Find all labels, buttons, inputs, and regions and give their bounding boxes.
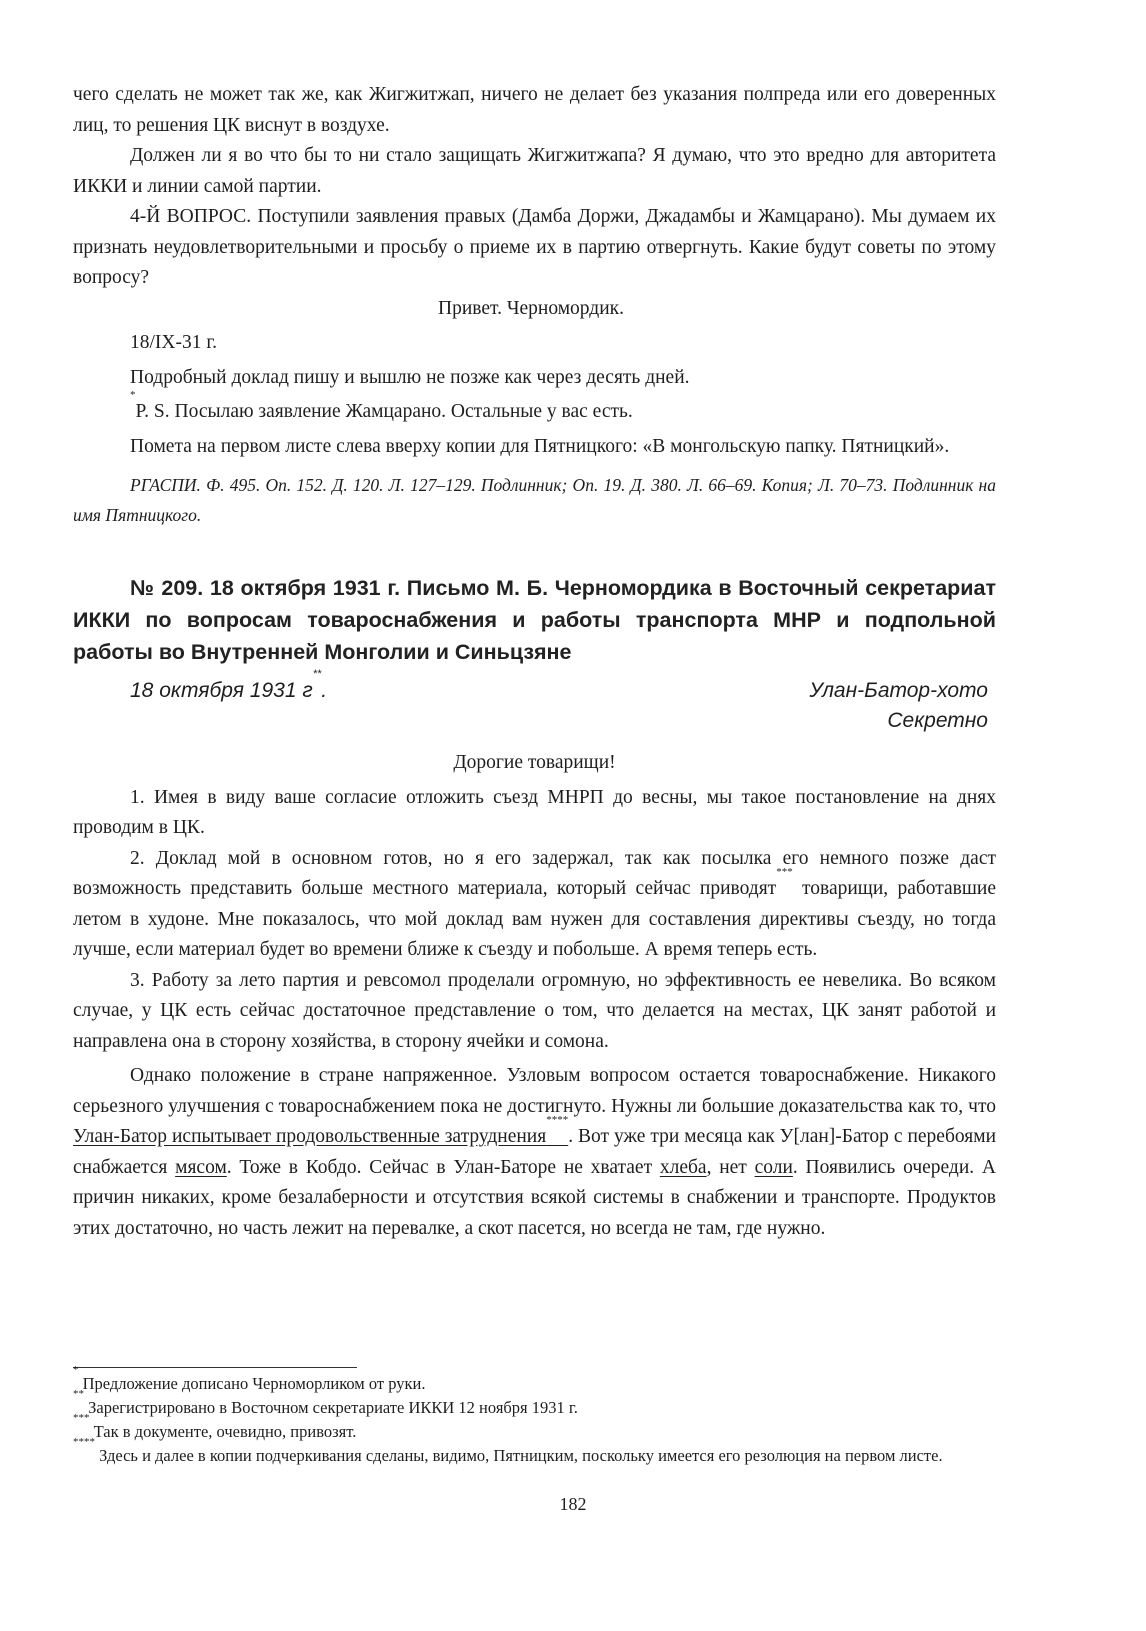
text: 2. Доклад мой в основном готов, но я его задержал, так как посылка его немного позже даст возможность представить больше местного материала, который сейчас приводят (73, 847, 996, 899)
text: . Появились очереди. А причин никаких, кроме безалаберности и отсутствия всякой системы в снабжении и транспорте. Продуктов этих достаточно, но часть лежит на перевалке, а скот пасется, но всегда не там, где нужно. (73, 1156, 996, 1239)
document-title: № 209. 18 октября 1931 г. Письмо М. Б. Черномордика в Восточный секретариат ИККИ по вопросам товароснабжения и работы транспорта МНР и подпольной работы во Внутренней Монголии и Синьцзяне (73, 576, 996, 664)
footnote (73, 1412, 993, 1444)
footnote-marker: * (73, 1364, 79, 1376)
footnote-text: Зарегистрировано в Восточном секретариате ИККИ 12 ноября 1931 г. (84, 1398, 578, 1417)
paragraph: Должен ли я во что бы то ни стало защищать Жигжитжапа? Я думаю, что это вредно для авторитета ИККИ и линии самой партии. (73, 145, 996, 197)
postscript-text: P. S. Посылаю заявление Жамцарано. Остальные у вас есть. (135, 401, 633, 422)
footnote-marker: **** (73, 1436, 95, 1448)
footnote-marker: **** (546, 1114, 569, 1126)
annotation: Помета на первом листе слева вверху копии для Пятницкого: «В монгольскую папку. Пятницкий». (130, 435, 950, 457)
paragraph (73, 1061, 996, 1244)
underlined-text: хлеба (659, 1156, 707, 1178)
paragraph: 1. Имея в виду ваше согласие отложить съезд МНРП до весны, мы такое постановление на днях проводим в ЦК. (73, 786, 996, 838)
paragraph: 4-Й ВОПРОС. Поступили заявления правых (Дамба Доржи, Джадамбы и Жамцарано). Мы думаем их признать неудовлетворительными и просьбу о приеме их в партию отвергнуть. Какие будут советы по этому вопросу? (73, 206, 996, 288)
footnote-text: Здесь и далее в копии подчеркивания сделаны, видимо, Пятницким, поскольку имеется его резолюция на первом листе. (95, 1446, 943, 1465)
footnote (73, 1388, 993, 1420)
classification-label: Секретно (887, 709, 988, 732)
underlined-text: соли (754, 1156, 793, 1178)
page-number: 182 (559, 1494, 587, 1514)
text: . Тоже в Кобдо. Сейчас в Улан-Баторе не хватает (226, 1156, 660, 1178)
footnote-marker: *** (776, 866, 793, 878)
footnote-marker: *** (73, 1412, 90, 1424)
document-date (130, 668, 328, 736)
archive-source: РГАСПИ. Ф. 495. Оп. 152. Д. 120. Л. 127–129. Подлинник; Оп. 19. Д. 380. Л. 66–69. Копия; Л. 70–73. Подлинник на имя Пятницкого. (73, 475, 996, 525)
underlined-text: мясом (175, 1156, 227, 1178)
document-meta (73, 668, 996, 736)
document-place-block (809, 676, 988, 736)
paragraph: Подробный доклад пишу и вышлю не позже как через десять дней. (130, 366, 690, 388)
paragraph: чего сделать не может так же, как Жигжитжап, ничего не делает без указания полпреда или его доверенных лиц, то решения ЦК виснут в воздухе. (73, 84, 996, 136)
footnote-marker: ** (312, 668, 322, 680)
footnote (73, 1436, 993, 1468)
postscript (73, 389, 996, 428)
footnotes (73, 1364, 993, 1468)
greeting: Дорогие товарищи! (453, 752, 616, 773)
text: . Вот уже три месяца как У[лан]-Батор с перебоями снабжается (73, 1126, 997, 1178)
paragraph: 3. Работу за лето партия и ревсомол проделали огромную, но эффективность ее невелика. Во всяком случае, у ЦК есть сейчас достаточное представление о том, что делается на местах, ЦК занят работой и направлена она в сторону хозяйства, в сторону ячейки и сомона. (73, 969, 996, 1052)
footnote-divider (73, 1367, 357, 1368)
text: товарищи, работавшие летом в худоне. Мне показалось, что мой доклад вам нужен для составления директивы съезду, но тогда лучше, если материал будет во времени ближе к съезду и побольше. А время теперь есть. (73, 878, 996, 960)
signature: Привет. Черномордик. (438, 297, 625, 319)
footnote-text: Так в документе, очевидно, привозят. (89, 1422, 357, 1441)
document-place: Улан-Батор-хото (809, 679, 988, 702)
footnote-text: Предложение дописано Черноморликом от руки. (78, 1374, 426, 1393)
paragraph (73, 844, 996, 966)
underlined-text: Улан-Батор испытывает продовольственные затруднения (73, 1126, 547, 1147)
text: , нет (706, 1156, 755, 1178)
footnote (73, 1364, 993, 1396)
document-date-text: 18 октября 1931 г (130, 679, 313, 702)
page-body (73, 80, 996, 1244)
footnote-marker: ** (73, 1388, 84, 1400)
letter-date: 18/IX-31 г. (130, 332, 218, 353)
footnote-marker: * (130, 389, 136, 401)
text: Однако положение в стране напряженное. Узловым вопросом остается товароснабжение. Никакого серьезного улучшения с товароснабжением пока не достигнуто. Нужны ли большие доказательства как то, что (73, 1065, 996, 1117)
date-suffix: . (321, 679, 328, 702)
